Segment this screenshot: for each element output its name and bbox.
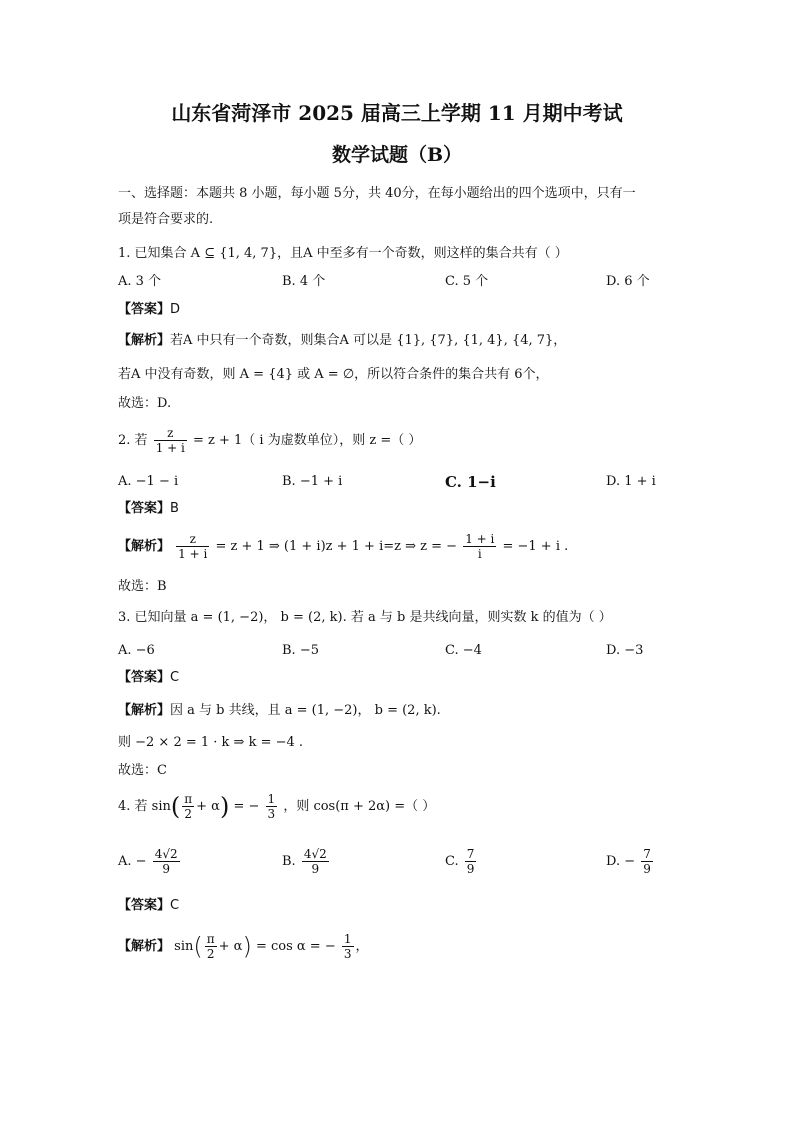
- q2-fraction: [154, 426, 187, 455]
- q4-three: 3: [267, 807, 276, 821]
- analysis-tag: 【解析】: [118, 333, 171, 348]
- q4-prefix: 4. 若 sin: [118, 799, 171, 814]
- analysis-tag: 【解析】: [118, 703, 171, 718]
- q3-stem: 3. 已知向量 a = (1, −2)， b = (2, k). 若 a 与 b 是共线向量，则实数 k 的值为（ ）: [118, 610, 612, 625]
- q1-analysis-line2: 若A 中没有奇数，则 A = {4} 或 A = ∅，所以符合条件的集合共有 6个，: [118, 367, 549, 382]
- q2-option-d: D. 1 + i: [606, 474, 656, 489]
- q2-analysis-num2: 1 + i: [465, 532, 495, 546]
- q2-analysis-den2: i: [477, 547, 482, 561]
- q4-one: 1: [267, 792, 276, 806]
- q4-option-c-frac: [465, 847, 477, 876]
- q2-suffix: = z + 1（ i 为虚数单位），则 z =（ ）: [192, 433, 422, 448]
- q4-option-d-label: D.: [606, 854, 621, 869]
- q4-alpha-plus: + α: [196, 799, 220, 814]
- answer-tag: 【答案】: [118, 302, 171, 317]
- q4-option-a-label: A.: [118, 854, 132, 869]
- q4-analysis-pi-over-2: [205, 932, 217, 961]
- answer-tag: 【答案】: [118, 670, 171, 685]
- q2-analysis-mid: = z + 1 ⇒ (1 + i)z + 1 + i=z ⇒ z = −: [215, 539, 458, 554]
- q1-analysis-line1: [118, 331, 566, 351]
- q4-analysis-one-third: [342, 932, 354, 961]
- q4-stem: 4. 若 sin( $\frac{\pi}{2}$ + α) = − $\frac{1}{3}$ ，则 cos(π + 2α) =（ ）: [118, 792, 436, 821]
- q4-option-a-den: 9: [162, 862, 170, 876]
- q1-answer: [118, 300, 180, 320]
- q1-choose: [118, 394, 171, 414]
- q2-answer-value: B: [170, 501, 179, 516]
- q4-pi: π: [184, 792, 193, 806]
- q3-option-a: A. −6: [118, 643, 155, 658]
- choose-label: 故选：: [118, 579, 158, 594]
- analysis-tag: 【解析】: [118, 539, 171, 554]
- q2-analysis-frac1: [176, 532, 209, 561]
- q3-answer-value: C: [170, 670, 180, 685]
- q1-analysis-text1: 若A 中只有一个奇数，则集合A 可以是 {1}, {7}, {1, 4}, {4, 7}，: [170, 333, 567, 348]
- section-intro: [118, 181, 678, 233]
- q4-one-third: [266, 792, 278, 821]
- q3-option-d: D. −3: [606, 643, 644, 658]
- q2-stem: [118, 426, 421, 455]
- page-title: 山东省菏泽市 2025 届高三上学期 11 月期中考试: [171, 101, 623, 125]
- q4-option-c-num: 7: [466, 847, 475, 861]
- q2-prefix: 2. 若: [118, 433, 148, 448]
- q4-analysis-pi: π: [206, 932, 215, 946]
- q1-option-a: A. 3 个: [118, 274, 162, 289]
- q2-analysis-frac2: [463, 532, 496, 561]
- q3-choose: [118, 761, 167, 781]
- q2-choose-value: B: [157, 579, 167, 594]
- q4-pi-over-2: [182, 792, 194, 821]
- q4-option-b: [282, 847, 331, 876]
- q4-option-a: A. − $\frac{4√2}{9}$: [118, 847, 178, 876]
- q4-option-d: D. − $\frac{7}{9}$: [606, 847, 651, 876]
- q2-analysis: [118, 532, 568, 561]
- analysis-tag: 【解析】: [118, 939, 171, 954]
- q2-option-a: A. −1 − i: [118, 474, 179, 489]
- q2-analysis-end: = −1 + i .: [502, 539, 569, 554]
- q2-frac-den: 1 + i: [155, 441, 185, 455]
- q4-option-d-frac: [641, 847, 653, 876]
- section-intro-line1: 一、选择题：本题共 8 小题，每小题 5分，共 40分，在每小题给出的四个选项中，只有一: [118, 186, 636, 201]
- q4-option-b-den: 9: [311, 862, 320, 876]
- q4-mid: ，则 cos(π + 2α) =（ ）: [283, 799, 436, 814]
- q4-option-d-num: 7: [643, 847, 651, 861]
- q4-option-b-label: B.: [282, 854, 296, 869]
- q4-option-c: [445, 847, 478, 876]
- answer-tag: 【答案】: [118, 898, 171, 913]
- q4-analysis-two: 2: [206, 947, 215, 961]
- q4-analysis-tail: = cos α = −: [255, 939, 336, 954]
- q4-answer: [118, 896, 179, 916]
- q4-option-a-num: 4√2: [154, 847, 178, 861]
- q3-answer: [118, 668, 179, 688]
- q4-option-d-den: 9: [643, 862, 651, 876]
- q2-choose: [118, 577, 167, 597]
- q4-analysis-three: 3: [343, 947, 352, 961]
- q1-option-b: B. 4 个: [282, 274, 326, 289]
- q3-analysis-text1: 因 a 与 b 共线，且 a = (1, −2)， b = (2, k).: [170, 703, 441, 718]
- page-subtitle: 数学试题（B）: [331, 144, 463, 166]
- q1-choose-value: D.: [157, 396, 172, 411]
- q2-frac-num: z: [154, 426, 187, 441]
- q2-option-c: C. 1−i: [445, 473, 496, 491]
- q2-option-b: B. −1 + i: [282, 474, 343, 489]
- q1-stem: 1. 已知集合 A ⊆ {1, 4, 7}，且A 中至多有一个奇数，则这样的集合共有（ ）: [118, 246, 568, 261]
- q4-analysis-one: 1: [343, 932, 352, 946]
- q2-answer: [118, 499, 179, 519]
- q4-analysis: 【解析】 sin( $\frac{\pi}{2}$ + α) = cos α = − $\frac{1}{3}$ ，: [118, 932, 369, 961]
- q4-option-a-frac: [153, 847, 180, 876]
- q1-answer-value: D: [170, 302, 181, 317]
- q2-analysis-num1: z: [176, 532, 209, 547]
- answer-tag: 【答案】: [118, 501, 171, 516]
- q3-analysis-line2: 则 −2 × 2 = 1 · k ⇒ k = −4 .: [118, 735, 304, 750]
- section-intro-line2: 项是符合要求的.: [118, 212, 214, 227]
- q4-analysis-alpha-plus: + α: [218, 939, 243, 954]
- q3-option-b: B. −5: [282, 643, 319, 658]
- q4-two: 2: [184, 807, 193, 821]
- q3-option-c: C. −4: [445, 643, 482, 658]
- q3-choose-value: C: [157, 763, 167, 778]
- choose-label: 故选：: [118, 763, 158, 778]
- q4-eq-minus: = −: [233, 799, 260, 814]
- q4-option-c-label: C.: [445, 854, 459, 869]
- q4-option-b-frac: [302, 847, 329, 876]
- q4-option-b-num: 4√2: [303, 847, 327, 861]
- q1-option-c: C. 5 个: [445, 274, 489, 289]
- q4-answer-value: C: [170, 898, 180, 913]
- q3-analysis-line1: [118, 701, 441, 721]
- choose-label: 故选：: [118, 396, 158, 411]
- q1-option-d: D. 6 个: [606, 274, 650, 289]
- q2-analysis-den1: 1 + i: [178, 547, 208, 561]
- q4-option-c-den: 9: [466, 862, 475, 876]
